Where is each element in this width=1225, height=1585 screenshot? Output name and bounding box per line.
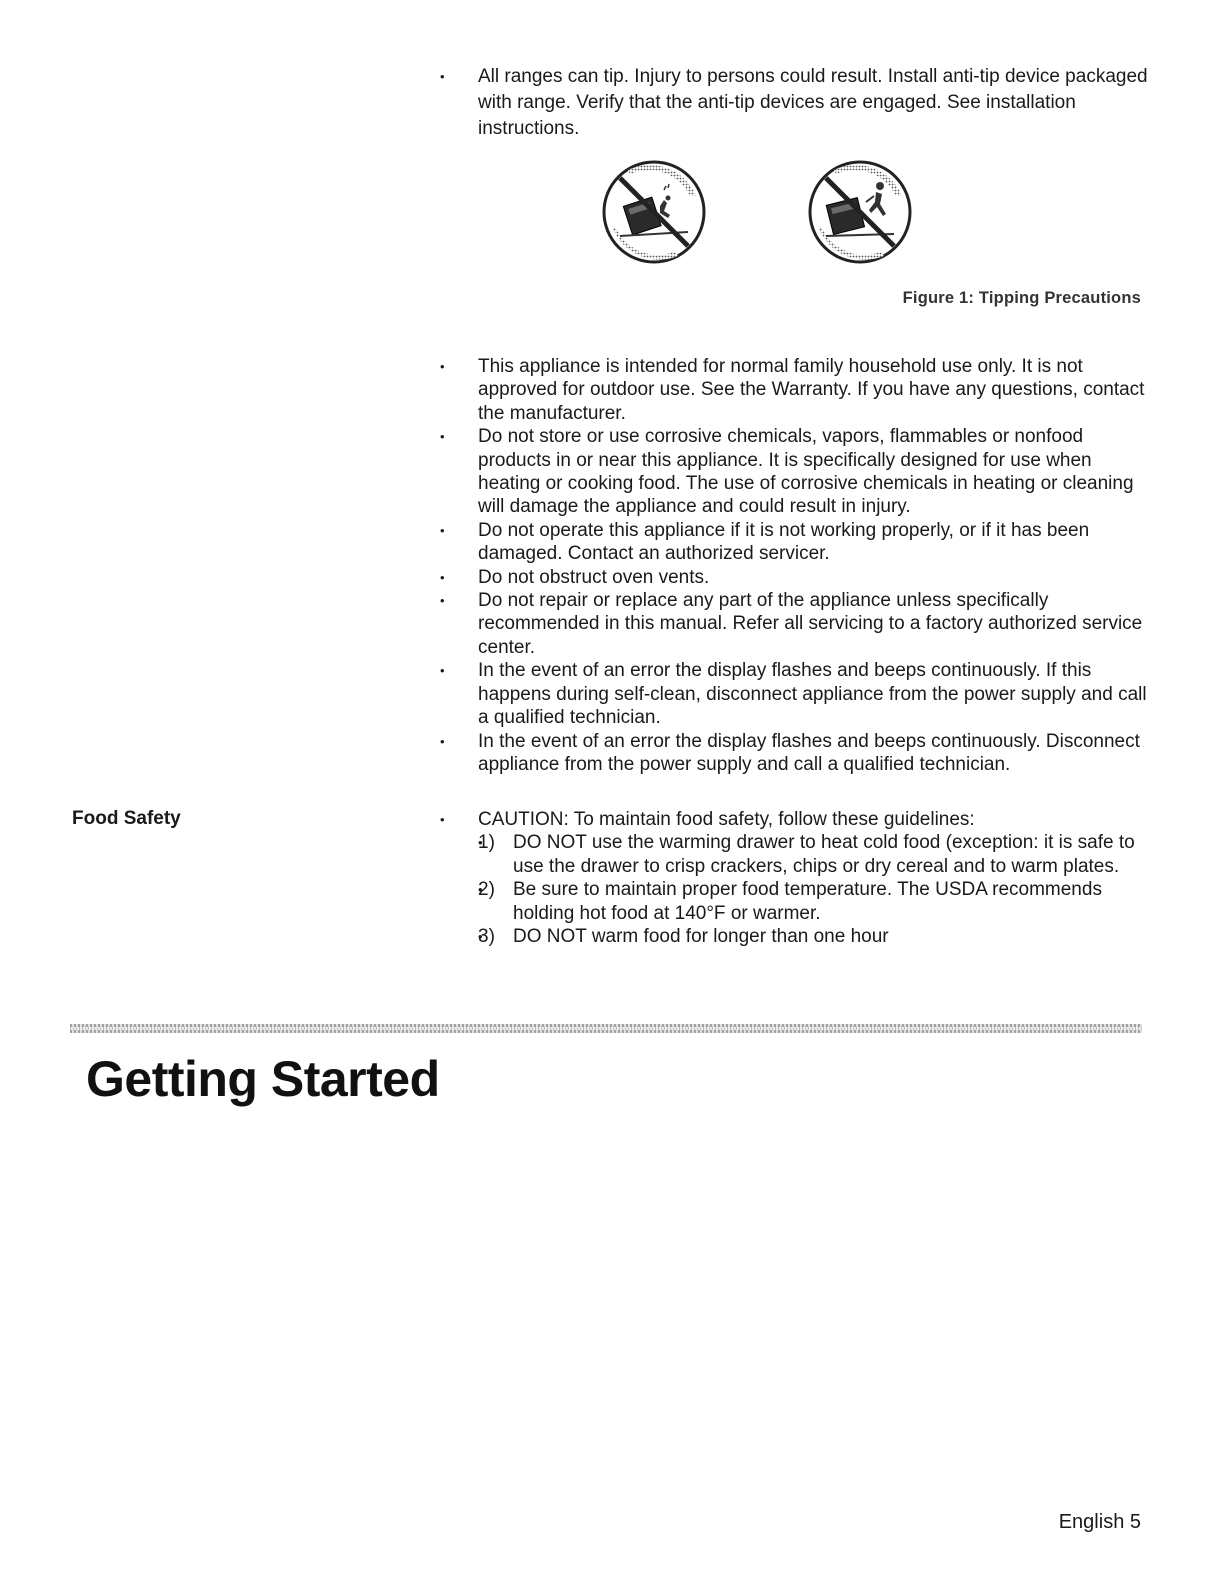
food-safety-heading: Food Safety: [72, 808, 181, 829]
tipping-precautions-figure: [598, 156, 918, 268]
list-item: • All ranges can tip. Injury to persons could result. Install anti-tip device packaged with range. Verify that the anti-tip devices are engaged. See installation instructions.: [440, 64, 1152, 142]
step-number: • 2): [478, 879, 495, 901]
list-item: [440, 808, 1152, 948]
list-item: • Do not obstruct oven vents.: [440, 566, 1152, 589]
step-item: [478, 925, 1152, 948]
step-text: DO NOT use the warming drawer to heat cold food (exception: it is safe to use the drawer to crisp crackers, chips or dry cereal and to warm plates.: [513, 832, 1135, 877]
page-number: English 5: [1058, 1511, 1141, 1533]
no-climbing-on-door-icon: [804, 156, 916, 268]
list-item: • Do not repair or replace any part of the appliance unless specifically recommended in this manual. Refer all servicing to a factory authorized service center.: [440, 589, 1152, 659]
no-tipping-range-icon: [598, 156, 710, 268]
step-text: Be sure to maintain proper food temperature. The USDA recommends holding hot food at 140°F or warmer.: [513, 879, 1102, 924]
step-number: • 3): [478, 926, 495, 948]
list-item: • Do not operate this appliance if it is not working properly, or if it has been damaged. Contact an authorized servicer.: [440, 519, 1152, 566]
section-divider: [70, 1024, 1142, 1033]
list-item: • In the event of an error the display flashes and beeps continuously. Disconnect appliance from the power supply and call a qualified technician.: [440, 730, 1152, 777]
step-text: DO NOT warm food for longer than one hour: [513, 926, 889, 948]
food-safety-list: [440, 808, 1152, 948]
figure-caption: Figure 1: Tipping Precautions: [902, 289, 1141, 307]
section-title: Getting Started: [86, 1051, 440, 1107]
list-item: • In the event of an error the display flashes and beeps continuously. If this happens during self-clean, disconnect appliance from the power supply and call a qualified technician.: [440, 659, 1152, 729]
tipping-warning-list: [440, 64, 1152, 142]
list-item: • This appliance is intended for normal family household use only. It is not approved for outdoor use. See the Warranty. If you have any questions, contact the manufacturer.: [440, 355, 1152, 425]
step-item: [478, 878, 1152, 925]
safety-warning-list: [440, 355, 1152, 776]
step-item: [478, 831, 1152, 878]
step-number: • 1): [478, 832, 495, 854]
food-safety-steps: [478, 831, 1152, 948]
list-item: • Do not store or use corrosive chemicals, vapors, flammables or nonfood products in or near this appliance. It is specifically designed for use when heating or cooking food. The use of corrosive chemicals in heating or cleaning will damage the appliance and could result in injury.: [440, 425, 1152, 519]
caution-text: CAUTION: To maintain food safety, follow these guidelines:: [478, 809, 975, 830]
